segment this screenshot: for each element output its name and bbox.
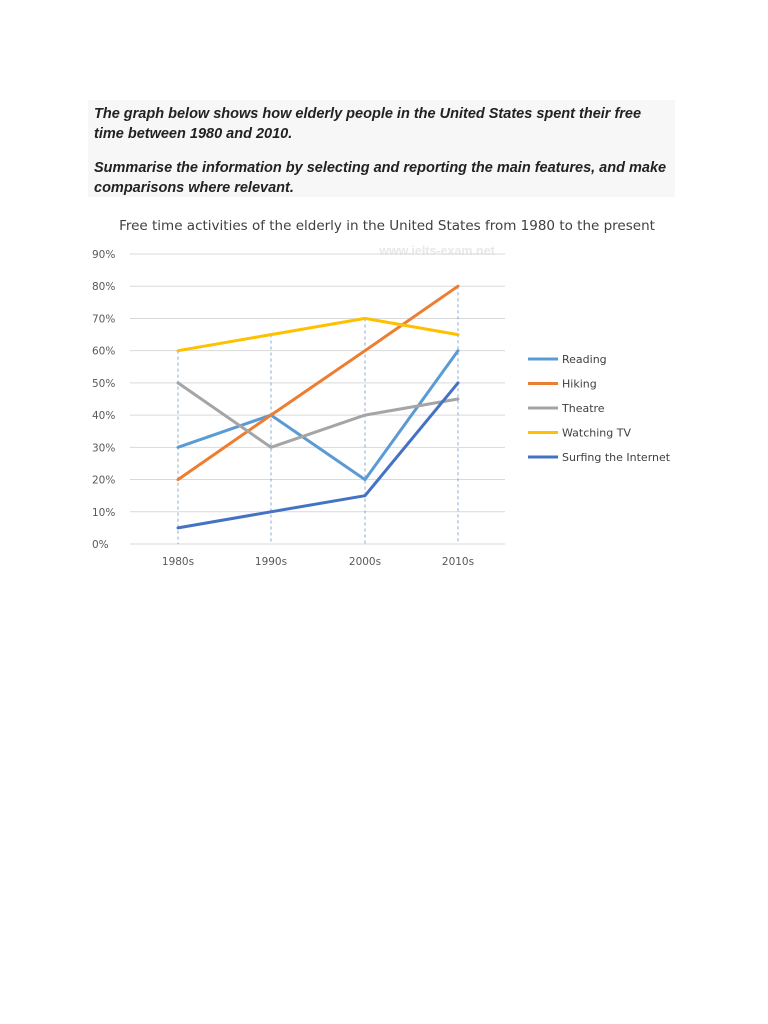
y-tick-label: 90% (92, 249, 116, 261)
task-prompt-paragraph-2: Summarise the information by selecting and reporting the main features, and make comparisons where relevant. (94, 160, 667, 196)
y-tick-label: 0% (92, 539, 109, 551)
y-tick-label: 60% (92, 345, 116, 358)
x-tick-label: 1990s (254, 556, 288, 568)
x-axis-ticks (162, 556, 474, 568)
series-line (178, 383, 458, 528)
legend-label: Reading (562, 353, 607, 366)
y-axis-ticks (92, 249, 115, 551)
y-tick-label: 80% (92, 281, 116, 294)
y-tick-label: 20% (92, 474, 116, 487)
x-tick-label: 2000s (348, 556, 382, 568)
y-tick-label: 40% (92, 410, 116, 423)
y-tick-label: 10% (92, 506, 116, 519)
y-tick-label: 70% (92, 313, 116, 326)
legend-label: Surfing the Internet (562, 451, 671, 464)
x-tick-label: 1980s (161, 556, 195, 568)
legend-label: Theatre (562, 402, 605, 415)
y-tick-label: 30% (92, 442, 116, 455)
series-line (178, 318, 458, 350)
chart-title: Free time activities of the elderly in the United States from 1980 to the present (119, 218, 655, 234)
legend (528, 353, 671, 464)
watermark: www.ielts-exam.net (379, 244, 495, 258)
series-lines (178, 286, 458, 528)
y-tick-label: 50% (92, 377, 116, 390)
task-prompt-paragraph-1: The graph below shows how elderly people in the United States spent their free time between 1980 and 2010. (94, 106, 642, 142)
gridlines (130, 254, 505, 544)
legend-label: Hiking (562, 377, 597, 391)
x-tick-label: 2010s (441, 556, 475, 568)
legend-label: Watching TV (562, 426, 631, 440)
